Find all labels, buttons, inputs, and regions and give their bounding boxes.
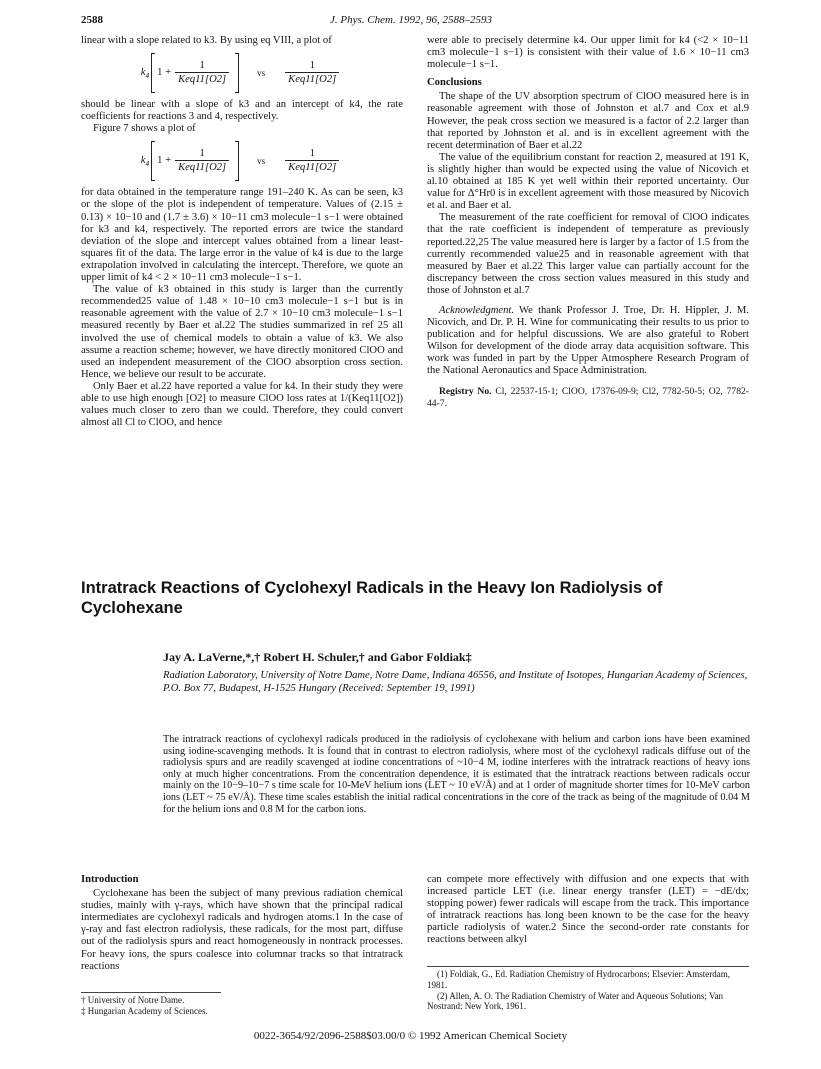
equation-fraction: $\frac{1}{\text{Keq11[O2]}}$ — [175, 60, 229, 86]
right-column — [427, 35, 749, 410]
paragraph: Only Baer et al.22 have reported a value for k4. In their study they were able to use high enough [O2] to measure ClOO loss rates at 1/(Keq11[O2]) values much closer to zero than we could. Therefore, they could convert almost all Cl to ClOO, and hence — [81, 380, 403, 429]
footnote: ‡ Hungarian Academy of Sciences. — [81, 1005, 208, 1016]
paragraph: were able to precisely determine k4. Our upper limit for k4 (<2 × 10−11 cm3 molecule−1 s−1) is consistent with their value of 1.6 × 10−11 cm3 molecule−1 s−1. — [427, 35, 749, 71]
article-authors: Jay A. LaVerne,*,† Robert H. Schuler,† and Gabor Foldiak‡ — [163, 650, 472, 664]
paragraph: The shape of the UV absorption spectrum of ClOO measured here is in reasonable agreement with those of Johnston et al.7 and Cox et al.9 However, the peak cross section we measured is a factor of 2.2 larger than that reported by Johnston et al. and is in excellent agreement with the recent determination of Baer et al.22 — [427, 91, 749, 151]
article-abstract: The intratrack reactions of cyclohexyl radicals produced in the radiolysis of cyclohexane with helium and carbon ions have been examined using iodine-scavenging methods. It is found that in contrast to electron radiolysis, where most of the cyclohexyl radicals diffuse out of the radiolysis spurs and are readily scavenged at iodine concentrations of ~10−4 M, iodine interferes with the intratrack reactions of heavy ions only at much higher concentrations. From the concentration dependence, it is estimated that the intratrack reactions between radicals occur mainly on the 10−9–10−7 s time scale for 10-MeV helium ions (LET ~ 10 eV/Å) and at 1 order of magnitude shorter times for 10-MeV carbon ions (LET ~ 75 eV/Å). These time scales establish the initial radical concentrations in the core of the track as being of the magnitude of 0.04 M for the helium ions and 0.8 M for the carbon ions. — [163, 734, 750, 815]
page-footer: 0022-3654/92/2096-2588$03.00/0 © 1992 American Chemical Society — [253, 1030, 568, 1042]
footnote: † University of Notre Dame. — [81, 995, 185, 1005]
equation-k: $k_4$ — [140, 155, 150, 169]
section-heading-conclusions: Conclusions — [427, 77, 482, 89]
paragraph: The value of the equilibrium constant for reaction 2, measured at 191 K, is slightly higher than would be expected using the value of Nicovich et al.10 obtained at 185 K yet well within their reported uncertainty. Our value for Δ°Hr0 is in excellent agreement with those measured by Nicovich et al. and Baer et al. — [427, 151, 749, 212]
equation-fraction: $\frac{1}{\text{Keq11[O2]}}$ — [175, 148, 229, 174]
paragraph: should be linear with a slope of k3 and an intercept of k4, the rate coefficients for reactions 3 and 4, respectively. — [81, 99, 403, 123]
references-divider — [427, 966, 749, 967]
journal-citation: J. Phys. Chem. 1992, 96, 2588–2593 — [330, 14, 492, 26]
paragraph: for data obtained in the temperature range 191–240 K. As can be seen, k3 or the slope of the plot is independent of temperature. Values of (2.15 ± 0.13) × 10−10 and (1.7 ± 3.6) × 10−11 cm3 molecule−1 s−1 were obtained for k3 and k4, respectively. The reported errors are twice the standard deviation of the slope and intercept values obtained from a linear least-squares fit of the data. The large error in the value of k4 is due to the large extrapolation involved in calculating the intercept. Therefore, we quote an upper limit of k4 < 2 × 10−11 cm3 molecule−1 s−1. — [81, 187, 403, 284]
intro-right-column: can compete more effectively with diffusion and one expects that with increased particle LET (i.e. linear energy transfer (LET) = −dE/dx; stopping power) fewer radicals will escape from the track. This importance of intratrack reactions has long been known to be the case for the heavy particle radiolysis of water.2 Since the second-order rate constants for reactions between alkyl — [427, 874, 749, 946]
reference-item: (1) Foldiak, G., Ed. Radiation Chemistry of Hydrocarbons; Elsevier: Amsterdam, 1981. — [427, 969, 730, 990]
acknowledgment-text: We thank Professor J. Troe, Dr. H. Hippler, J. M. Nicovich, and Dr. P. H. Wine for communicating their results to us prior to publication and for helpful discussions. We are also grateful to Robert Wilson for development of the diode array data acquisition software. This work was funded in part by the Upper Atmosphere Research Program of the National Aeronautics and Space Administration. — [427, 304, 749, 377]
acknowledgment — [427, 305, 749, 378]
references — [427, 969, 749, 1012]
equation-vs: vs — [257, 156, 266, 167]
section-heading-introduction: Introduction — [81, 874, 139, 885]
equation-1 — [81, 51, 403, 95]
equation-fraction-rhs: $\frac{1}{\text{Keq11[O2]}}$ — [285, 148, 339, 174]
article-affiliation: Radiation Laboratory, University of Notre Dame, Notre Dame, Indiana 46556, and Institute of Isotopes, Hungarian Academy of Sciences, P.O. Box 77, Budapest, H-1525 Hungary (Received: September 19, 1991) — [163, 670, 748, 694]
paragraph: The measurement of the rate coefficient for removal of ClOO indicates that the rate coefficient is independent of temperature as previously reported.22,25 The value measured here is larger by a factor of 1.5 from the currently recommended value25 and in reasonable agreement with that measured by Baer et al.22 This larger value can partially account for the discrepancy between the cross section values measured in this study and those of Johnston et al.7 — [427, 212, 749, 296]
equation-k: $k_4$ — [140, 67, 150, 81]
paragraph: linear with a slope related to k3. By using eq VIII, a plot of — [81, 35, 332, 46]
equation-2 — [81, 139, 403, 183]
paragraph: The value of k3 obtained in this study is larger than the currently recommended25 value of 1.48 × 10−10 cm3 molecule−1 s−1 but is in reasonable agreement with the value of 2.7 × 10−10 cm3 molecule−1 s−1 measured recently by Baer et al.22 The studies summarized in ref 25 all involved the use of chemical models to obtain a value of k3. We also assume a reaction scheme; however, we have directly monitored ClOO and used an independent measurement of the ClOO absorption cross section. Hence, we believe our result to be accurate. — [81, 284, 403, 380]
equation-bracket — [151, 141, 239, 181]
left-column — [81, 35, 403, 429]
equation-one-plus: 1 + — [157, 67, 172, 79]
page-number: 2588 — [81, 14, 103, 26]
acknowledgment-label: Acknowledgment. — [439, 304, 515, 316]
paragraph: Cyclohexane has been the subject of many previous radiation chemical studies, mainly with γ-rays, which have shown that the principal radical intermediates are cyclohexyl radicals and hydrogen atoms.1 In the case of γ-ray and fast electron radiolysis, these radicals, for the most part, diffuse out of the radiolysis spurs and react homogeneously in nontrack processes. For heavy ions, the spurs coalesce into columnar tracks so that intratrack reactions — [81, 888, 403, 972]
registry-numbers — [427, 386, 749, 410]
reference-item: (2) Allen, A. O. The Radiation Chemistry of Water and Aqueous Solutions; Van Nostrand: New York, 1961. — [427, 990, 724, 1012]
registry-label: Registry No. — [439, 385, 492, 397]
registry-text: Cl, 22537-15-1; ClOO, 17376-09-9; Cl2, 7782-50-5; O2, 7782-44-7. — [427, 385, 749, 409]
running-header — [81, 14, 741, 30]
footnote-divider — [81, 992, 221, 993]
author-footnotes — [81, 995, 208, 1016]
paragraph: Figure 7 shows a plot of — [93, 123, 196, 135]
article-title: Intratrack Reactions of Cyclohexyl Radicals in the Heavy Ion Radiolysis of Cyclohexane — [81, 579, 663, 617]
equation-fraction-rhs: $\frac{1}{\text{Keq11[O2]}}$ — [285, 60, 339, 86]
equation-one-plus: 1 + — [157, 155, 172, 167]
equation-bracket — [151, 53, 239, 93]
intro-left-column — [81, 874, 403, 973]
equation-vs: vs — [257, 68, 266, 79]
